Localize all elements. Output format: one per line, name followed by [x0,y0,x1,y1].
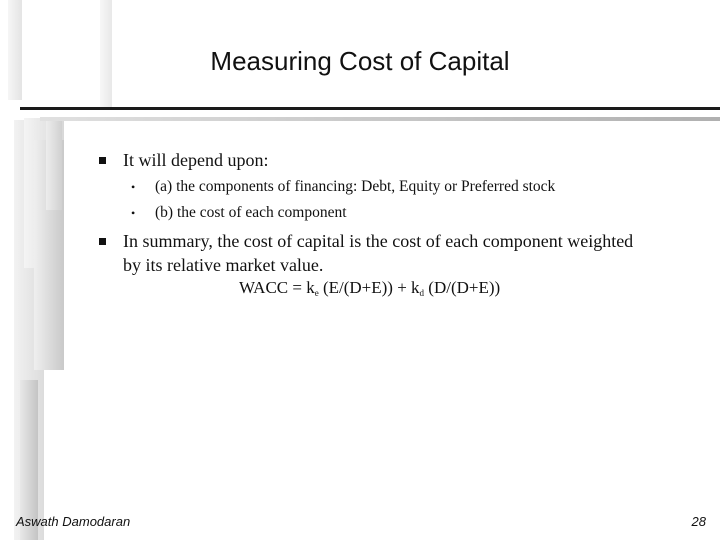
square-bullet-icon [99,238,106,245]
wacc-formula: WACC = $k_e$ $(E/(D+E)) + k_d$ (D/(D+E)) [239,278,501,298]
square-bullet-icon [99,157,106,164]
bullet-text-line: In summary, the cost of capital is the cost of each component weighted [123,231,634,251]
footer-author: Aswath Damodaran [16,514,131,529]
slide-title: Measuring Cost of Capital [210,46,510,76]
bullet-text: It will depend upon: [123,150,269,170]
bullet-text-line: by its relative market value. [123,255,324,275]
sub-bullet-text: (b) the cost of each component [155,204,347,221]
decorative-bar [8,0,22,100]
sub-bullet-text: (a) the components of financing: Debt, Equity or Preferred stock [155,178,556,195]
sub-bullet-icon: • [131,180,136,194]
sub-bullet-icon: • [131,206,136,220]
decorative-bar [46,120,62,210]
title-divider [20,107,720,110]
page-number: 28 [691,514,706,529]
title-divider-shadow [40,117,720,121]
decorative-bar [100,0,112,108]
